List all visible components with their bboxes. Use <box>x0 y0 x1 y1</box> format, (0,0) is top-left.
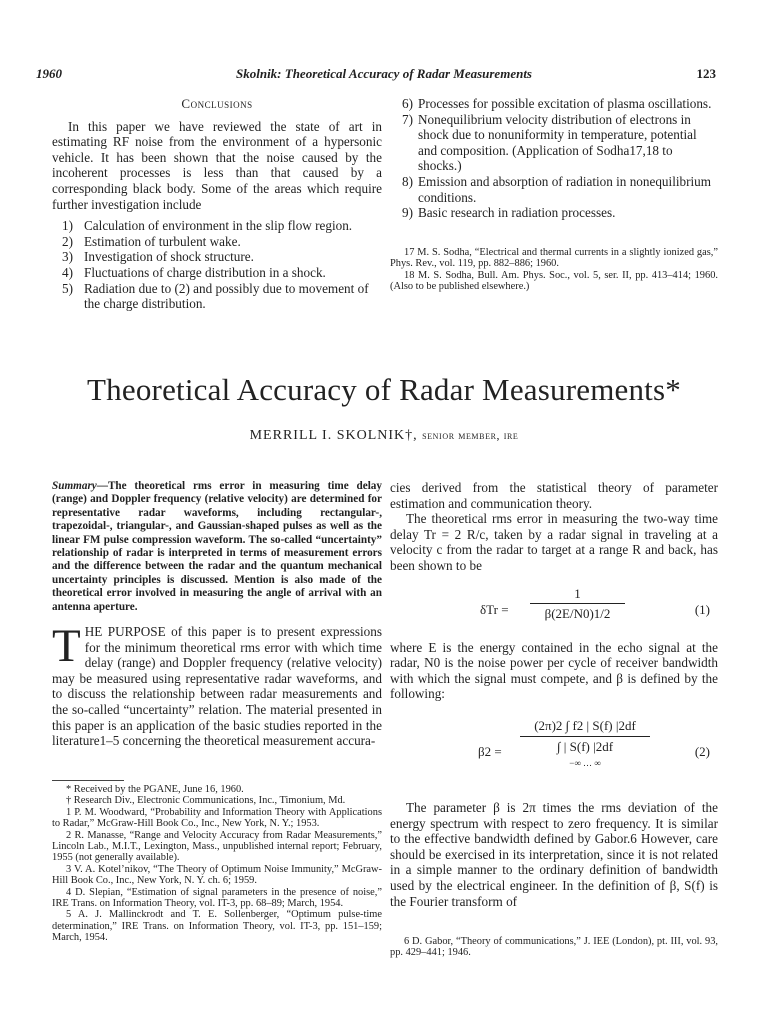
conclusions-heading: Conclusions <box>181 96 253 111</box>
equation-1 <box>390 584 718 634</box>
article-author <box>0 428 768 444</box>
eq2-limits: −∞ … ∞ <box>569 758 601 769</box>
author-name: MERRILL I. SKOLNIK†, <box>249 428 418 443</box>
footnote: 17 M. S. Sodha, “Electrical and thermal currents in a slightly ionized gas,” Phys. Rev., vol. 119, pp. 882–886; 1960. <box>390 246 718 270</box>
list-item: 5) Radiation due to (2) and possibly due to movement of the charge distribution. <box>62 280 369 312</box>
right-footnote <box>390 936 718 959</box>
header-running-title: Skolnik: Theoretical Accuracy of Radar Measurements <box>236 66 532 81</box>
header-page-number: 123 <box>696 66 716 81</box>
drop-cap: T <box>52 620 81 673</box>
fraction-bar <box>530 603 625 604</box>
article-title: Theoretical Accuracy of Radar Measurements* <box>87 372 681 407</box>
header-year: 1960 <box>36 66 62 81</box>
eq2-label: (2) <box>694 743 710 759</box>
summary-label: Summary <box>52 480 97 492</box>
fraction-bar <box>520 736 650 737</box>
intro-text: HE PURPOSE of this paper is to present expressions for the minimum theoretical rms error with which time delay (range) and Doppler frequency (relative velocity) may be measured using representative radar waveforms, and to discuss the relationship between radar measurements and the so-called “uncertainty” relation. The material presented in this paper is an application of the basic studies reported in the literature1–5 concerning the theoretical measurement accura- <box>52 624 382 749</box>
eq2-lhs: β2 = <box>478 743 502 759</box>
list-item: 3) Investigation of shock structure. <box>62 249 254 265</box>
footnote: † Research Div., Electronic Communications, Inc., Timonium, Md. <box>66 795 346 807</box>
list-item: 4) Fluctuations of charge distribution in a shock. <box>62 264 326 280</box>
body-paragraph: The parameter β is 2π times the rms deviation of the energy spectrum with respect to zero frequency. It is similar to the effective bandwidth defined by Gabor.6 However, care should be exercised in its interpretation, since it is not related in a simple manner to the ordinary definition of bandwidth used by the electrical engineer. In the definition of β, S(f) is the Fourier transform of <box>390 799 718 909</box>
eq1-denominator: β(2E/N0)1/2 <box>544 606 611 622</box>
footnote: 18 M. S. Sodha, Bull. Am. Phys. Soc., vol. 5, ser. II, pp. 413–414; 1960. (Also to be published elsewhere.) <box>390 269 718 292</box>
footnote: * Received by the PGANE, June 16, 1960. <box>66 784 244 795</box>
conclusions-list-left <box>52 218 382 312</box>
eq1-fraction <box>530 586 625 622</box>
equation-2 <box>390 712 718 792</box>
article-left-column <box>52 480 382 749</box>
footnote: 5 A. J. Mallinckrodt and T. E. Sollenberger, “Optimum pulse-time determination,” IRE Trans. on Information Theory, vol. IT-3, pp. 151–159; March, 1954. <box>52 909 382 944</box>
list-item: 6) Processes for possible excitation of plasma oscillations. <box>402 96 712 111</box>
list-item: 2) Estimation of turbulent wake. <box>62 233 241 249</box>
footnote: 3 V. A. Kotel’nikov, “The Theory of Optimum Noise Immunity,” McGraw-Hill Book Co., Inc., New York, N. Y. ch. 6; 1959. <box>52 863 382 887</box>
article-footnotes <box>52 784 382 944</box>
body-paragraph: The theoretical rms error in measuring the two-way time delay Tr = 2 R/c, taken by a radar signal in traveling at a velocity c from the radar to target at a range R and back, has been shown to be <box>390 511 718 573</box>
eq1-numerator: 1 <box>574 585 581 601</box>
conclusions-list-right <box>390 96 718 221</box>
conclusions-footnotes <box>390 247 718 293</box>
article-right-column <box>390 480 718 909</box>
list-item: 1) Calculation of environment in the slip flow region. <box>62 218 353 234</box>
footnote-rule <box>52 780 124 781</box>
eq2-denominator: ∫ | S(f) |2df <box>556 738 614 754</box>
list-item: 9) Basic research in radiation processes. <box>402 205 616 221</box>
conclusions-intro: In this paper we have reviewed the state of art in estimating RF noise from the environment of a hypersonic vehicle. It has been shown that the noise caused by the incoherent processes is less than that caused by a corresponding black body. Some of the areas which require further investigation include <box>52 118 382 212</box>
footnote: 4 D. Slepian, “Estimation of signal parameters in the presence of noise,” IRE Trans. on Information Theory, vol. IT-3, pp. 68–89; March, 1954. <box>52 886 382 910</box>
body-paragraph: where E is the energy contained in the echo signal at the radar, N0 is the noise power per cycle of receiver bandwidth with which the signal must compete, and β is defined by the following: <box>390 639 718 702</box>
list-item: 8) Emission and absorption of radiation in nonequilibrium conditions. <box>402 173 712 205</box>
eq1-label: (1) <box>694 601 710 617</box>
author-membership: senior member, ire <box>422 428 519 442</box>
eq2-fraction <box>520 718 650 772</box>
summary-text: —The theoretical rms error in measuring time delay (range) and Doppler frequency (relative velocity) are determined for representative radar waveforms, including rectangular-, trapezoidal-, triangular-, and Gaussian-shaped pulses as well as the linear FM pulse compression waveform. The so-called “uncertainty” relationship of radar is interpreted in terms of measurement errors and the difference between the radar and the quantum mechanical uncertainty principles is discussed. Mention is also made of the theoretical error involved in measuring the angle of arrival with an antenna aperture. <box>52 480 382 613</box>
footnote: 1 P. M. Woodward, “Probability and Information Theory with Applications to Radar,” McGraw-Hill Book Co., Inc., New York, N. Y.; 1953. <box>52 806 382 830</box>
body-paragraph: cies derived from the statistical theory of parameter estimation and communication theory. <box>390 480 718 511</box>
intro-paragraph <box>52 620 382 749</box>
eq2-numerator: (2π)2 ∫ f2 | S(f) |2df <box>534 717 636 733</box>
eq1-lhs: δTr = <box>480 601 509 617</box>
conclusions-right-column <box>390 96 718 292</box>
footnote: 6 D. Gabor, “Theory of communications,” J. IEE (London), pt. III, vol. 93, pp. 429–441; 1946. <box>390 936 718 959</box>
list-item: 7) Nonequilibrium velocity distribution of electrons in shock due to nonuniformity in temperature, potential and composition. (Application of Sodha17,18 to shocks.) <box>402 111 697 174</box>
conclusions-left-column <box>52 96 382 312</box>
article-summary <box>52 480 382 614</box>
footnote: 2 R. Manasse, “Range and Velocity Accuracy from Radar Measurements,” Lincoln Lab., M.I.T., Lexington, Mass., unpublished internal report; February, 1955 (not generally available). <box>52 829 382 864</box>
